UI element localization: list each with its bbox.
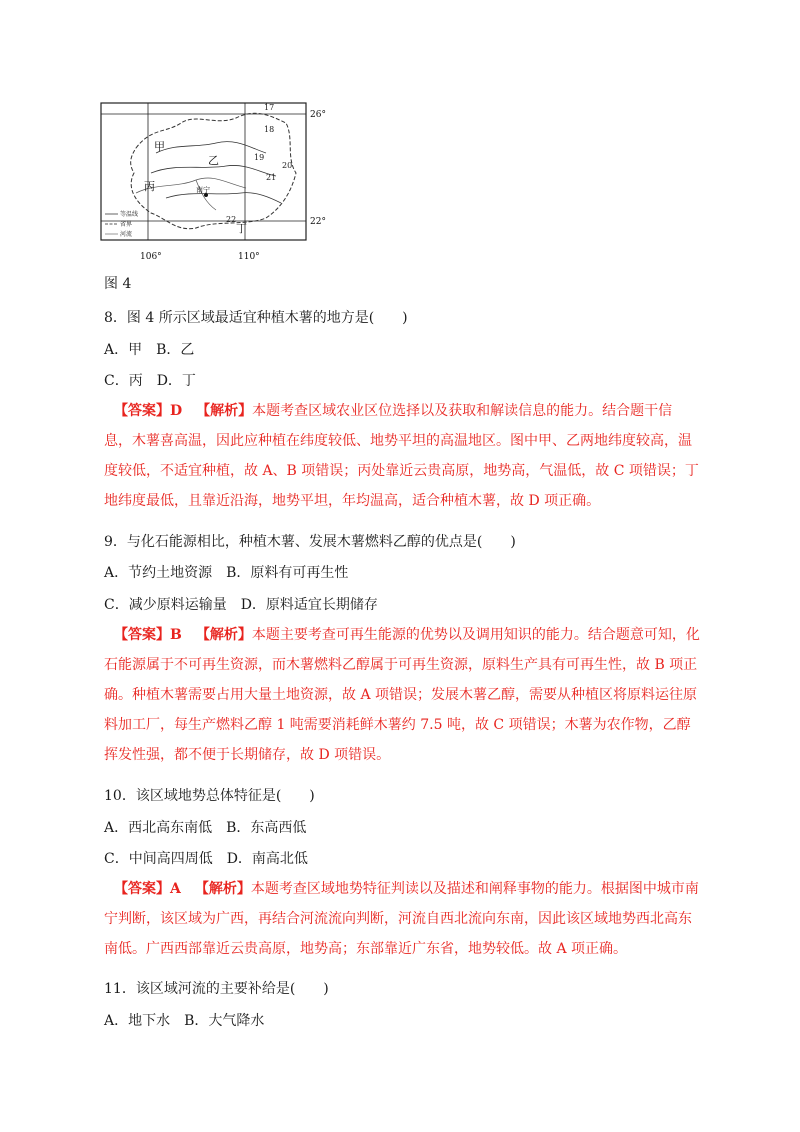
question-11-stem: 11．该区域河流的主要补给是( ) <box>104 981 329 997</box>
question-11-options-row1: A．地下水 B．大气降水 <box>104 1013 265 1029</box>
isotherm-label-21: 21 <box>266 173 277 182</box>
isotherm-label-18: 18 <box>264 125 275 134</box>
nanning-city-label: 南宁 <box>196 186 210 194</box>
question-8-options-row2: C．丙 D．丁 <box>104 373 196 389</box>
figure-caption: 图 4 <box>104 276 132 292</box>
question-9-options-row1: A．节约土地资源 B．原料有可再生性 <box>104 565 349 581</box>
question-8-options-row1: A．甲 B．乙 <box>104 342 195 358</box>
question-9-options-row2: C．减少原料运输量 D．原料适宜长期储存 <box>104 597 378 613</box>
question-10-answer-block <box>104 874 700 964</box>
question-9-stem: 9．与化石能源相比，种植木薯、发展木薯燃料乙醇的优点是( ) <box>104 534 516 550</box>
isotherm-line <box>166 193 281 203</box>
analysis-tag: 【解析】 <box>195 627 252 643</box>
guangxi-isotherm-map <box>96 98 336 266</box>
isotherm-label-20: 20 <box>282 161 293 170</box>
legend-river: 河流 <box>120 231 133 238</box>
longitude-106-label: 106° <box>140 252 162 262</box>
analysis-text: 本题考查区域农业区位选择以及获取和解读信息的能力。结合题干信息，木薯喜高温，因此应种植在纬度较低、地势平坦的高温地区。图中甲、乙两地纬度较高，温度较低，不适宜种植，故 A、B 项错误；丙处靠近云贵高原，地势高，气温低，故 C 项错误；丁地纬度最低，且靠近沿海，地势平坦，年均温高，适合种植木薯，故 D 项正确。 <box>104 403 699 509</box>
isotherm-label-19: 19 <box>254 153 265 162</box>
isotherm-label-17: 17 <box>264 103 275 112</box>
region-label-bing: 丙 <box>144 180 155 193</box>
latitude-22-label: 22° <box>310 217 326 227</box>
legend-province-boundary: 省界 <box>120 221 133 228</box>
question-10-options-row2: C．中间高四周低 D．南高北低 <box>104 851 308 867</box>
answer-tag: 【答案】B <box>114 627 182 643</box>
isotherm-label-22: 22 <box>226 215 237 224</box>
analysis-text: 本题考查区域地势特征判读以及描述和阐释事物的能力。根据图中城市南宁判断，该区域为广西，再结合河流流向判断，河流自西北流向东南，因此该区域地势西北高东南低。广西西部靠近云贵高原，地势高；东部靠近广东省，地势较低。故 A 项正确。 <box>104 881 699 957</box>
longitude-110-label: 110° <box>238 252 260 262</box>
latitude-26-label: 26° <box>310 110 326 120</box>
region-label-jia: 甲 <box>154 140 165 153</box>
answer-tag: 【答案】D <box>114 403 183 419</box>
question-9-answer-block <box>104 620 700 770</box>
region-label-yi: 乙 <box>208 154 219 167</box>
answer-tag: 【答案】A <box>114 881 181 897</box>
question-10-stem: 10．该区域地势总体特征是( ) <box>104 788 315 804</box>
legend-isotherm: 等温线 <box>120 211 139 218</box>
map-frame <box>101 103 306 240</box>
isotherm-line <box>151 165 276 176</box>
question-8-stem: 8．图 4 所示区域最适宜种植木薯的地方是( ) <box>104 310 408 326</box>
analysis-tag: 【解析】 <box>194 881 251 897</box>
figure-4-map <box>96 98 336 266</box>
isotherm-line <box>156 142 266 153</box>
region-label-ding: 丁 <box>236 222 247 235</box>
question-10-options-row1: A．西北高东南低 B．东高西低 <box>104 820 307 836</box>
analysis-tag: 【解析】 <box>196 403 253 419</box>
analysis-text: 本题主要考查可再生能源的优势以及调用知识的能力。结合题意可知，化石能源属于不可再生资源，而木薯燃料乙醇属于可再生资源，原料生产具有可再生性，故 B 项正确。种植木薯需要占用大量土地资源，故 A 项错误；发展木薯乙醇，需要从种植区将原料运往原料加工厂，每生产燃料乙醇 1 吨需要消耗鲜木薯约 7.5 吨，故 C 项错误；木薯为农作物，乙醇挥发性强，都不便于长期储存，故 D 项错误。 <box>104 627 700 763</box>
question-8-answer-block <box>104 396 700 516</box>
